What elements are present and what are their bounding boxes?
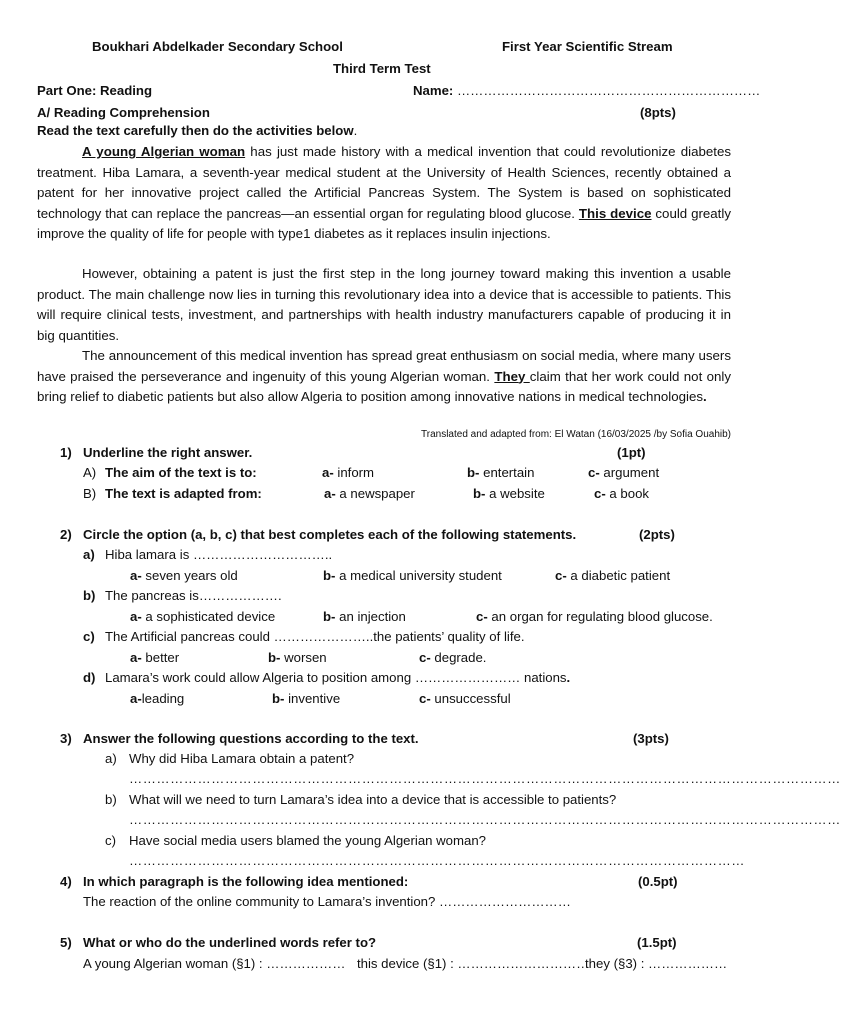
q3-c-answer-line[interactable]: ………………………………………………………………………………………………………………………	[129, 853, 745, 868]
q3-b-question: What will we need to turn Lamara’s idea into a device that is accessible to patients?	[129, 792, 617, 807]
school-name: Boukhari Abdelkader Secondary School	[92, 39, 343, 54]
q2-item-d-stem: Lamara’s work could allow Algeria to position among …………………… nations.	[105, 670, 571, 685]
q2-points: (2pts)	[639, 527, 675, 542]
p3-end: .	[703, 389, 707, 404]
q5-ref-1[interactable]: A young Algerian woman (§1) : ………………	[83, 956, 346, 971]
q1-title: Underline the right answer.	[83, 445, 253, 460]
q3-a-label: a)	[105, 751, 117, 766]
q5-ref-3[interactable]: they (§3) : ………………	[585, 956, 728, 971]
p2-text: However, obtaining a patent is just the first step in the long journey toward making this invention a usable product. The main challenge now lies in turning this revolutionary idea into a device that is accessible to patients. This will require clinical tests, investment, and partnerships with health industry manufacturers capable of producing it in big quantities.	[37, 266, 731, 343]
underlined-this-device: This device	[578, 205, 652, 221]
q3-c-question: Have social media users blamed the young Algerian woman?	[129, 833, 486, 848]
q2-d-option-a[interactable]: a-leading	[130, 691, 185, 706]
q2-d-option-b[interactable]: b- inventive	[272, 691, 341, 706]
q1-item-a-label: A)	[83, 465, 97, 480]
q2-a-option-b[interactable]: b- a medical university student	[323, 568, 502, 583]
p1-text-b: could greatly improve the quality of life for people with type1 diabetes as it replaces insulin injections.	[37, 205, 731, 241]
instruction	[37, 123, 357, 138]
q3-b-answer-line[interactable]: …………………………………………………………………………………………………………………………………………	[129, 812, 841, 827]
q2-b-option-b[interactable]: b- an injection	[323, 609, 406, 624]
stream-name: First Year Scientific Stream	[502, 39, 673, 54]
q2-c-option-c[interactable]: c- degrade.	[419, 650, 487, 665]
part-title: Part One: Reading	[37, 83, 153, 98]
test-title: Third Term Test	[333, 61, 431, 76]
q1-a-option-b[interactable]: b- entertain	[467, 465, 535, 480]
q2-item-b-label: b)	[83, 588, 96, 603]
q2-b-option-a[interactable]: a- a sophisticated device	[130, 609, 276, 624]
source-citation: Translated and adapted from: El Watan (16/03/2025 /by Sofia Ouahib)	[421, 429, 731, 440]
q3-c-label: c)	[105, 833, 116, 848]
q1-a-option-c[interactable]: c- argument	[588, 465, 660, 480]
q2-item-c-stem: The Artificial pancreas could …………………..the patients’ quality of life.	[105, 629, 525, 644]
q1-b-option-b[interactable]: b- a website	[473, 486, 545, 501]
q5-ref-2[interactable]: this device (§1) : …………………………	[357, 956, 590, 971]
paragraph-2	[37, 264, 731, 346]
name-blank[interactable]: ……………………………………………………………	[456, 83, 761, 98]
q2-c-option-a[interactable]: a- better	[130, 650, 180, 665]
q2-item-a-label: a)	[83, 547, 95, 562]
q1-b-option-c[interactable]: c- a book	[594, 486, 649, 501]
q1-b-option-a[interactable]: a- a newspaper	[324, 486, 415, 501]
p3-text-b: claim that her work could not only bring relief to diabetic patients but also allow Algeria to position among innovative nations in medical technologies	[37, 368, 731, 404]
section-points: (8pts)	[640, 105, 676, 120]
instruction-text: Read the text carefully then do the activities below	[37, 123, 354, 138]
q1-item-b-label: B)	[83, 486, 97, 501]
q3-b-label: b)	[105, 792, 117, 807]
q4-idea[interactable]: The reaction of the online community to Lamara’s invention? …………………………	[83, 894, 571, 909]
q1-a-option-a[interactable]: a- inform	[322, 465, 375, 480]
q2-title: Circle the option (a, b, c) that best completes each of the following statements.	[83, 527, 577, 542]
name-label: Name:	[413, 83, 454, 98]
q1-item-a-stem: The aim of the text is to:	[105, 465, 257, 480]
q2-item-c-label: c)	[83, 629, 95, 644]
q2-c-option-b[interactable]: b- worsen	[268, 650, 327, 665]
q4-title: In which paragraph is the following idea mentioned:	[83, 874, 409, 889]
q3-a-answer-line[interactable]: …………………………………………………………………………………………………………………………………………	[129, 771, 841, 786]
q2-item-b-stem: The pancreas is……………….	[105, 588, 282, 603]
name-field[interactable]	[413, 83, 760, 98]
p3-text-a: The announcement of this medical invention has spread great enthusiasm on social media, where many users have praised the perseverance and ingenuity of this young Algerian woman.	[37, 348, 731, 384]
q3-points: (3pts)	[633, 731, 669, 746]
instruction-end: .	[353, 123, 358, 138]
q2-number: 2)	[60, 527, 72, 542]
q5-number: 5)	[60, 935, 72, 950]
q2-a-option-a[interactable]: a- seven years old	[130, 568, 238, 583]
underlined-young-algerian-woman: A young Algerian woman	[82, 144, 246, 159]
paragraph-3	[37, 346, 731, 408]
q1-number: 1)	[60, 445, 72, 460]
p1-text-a: has just made history with a medical invention that could revolutionize diabetes treatment. Hiba Lamara, a seventh-year medical student at the University of Health Sciences, recently obtained a patent for her innovative project called the Artificial Pancreas System. The System is based on sophisticated technology that can replace the pancreas—an essential organ for regulating blood glucose.	[37, 144, 731, 221]
q2-item-a-stem: Hiba lamara is …………………………..	[105, 547, 333, 562]
q2-item-d-label: d)	[83, 670, 96, 685]
q3-title: Answer the following questions according to the text.	[83, 731, 419, 746]
q5-title: What or who do the underlined words refer to?	[83, 935, 377, 950]
q4-points: (0.5pt)	[638, 874, 678, 889]
paragraph-1	[37, 142, 731, 245]
q2-b-option-c[interactable]: c- an organ for regulating blood glucose.	[476, 609, 713, 624]
q3-number: 3)	[60, 731, 72, 746]
q3-a-question: Why did Hiba Lamara obtain a patent?	[129, 751, 355, 766]
q4-number: 4)	[60, 874, 72, 889]
q1-points: (1pt)	[617, 445, 646, 460]
q5-points: (1.5pt)	[637, 935, 677, 950]
underlined-they: They	[494, 368, 530, 384]
q2-a-option-c[interactable]: c- a diabetic patient	[555, 568, 671, 583]
section-title: A/ Reading Comprehension	[37, 105, 210, 120]
q2-d-option-c[interactable]: c- unsuccessful	[419, 691, 511, 706]
q1-item-b-stem: The text is adapted from:	[105, 486, 262, 501]
